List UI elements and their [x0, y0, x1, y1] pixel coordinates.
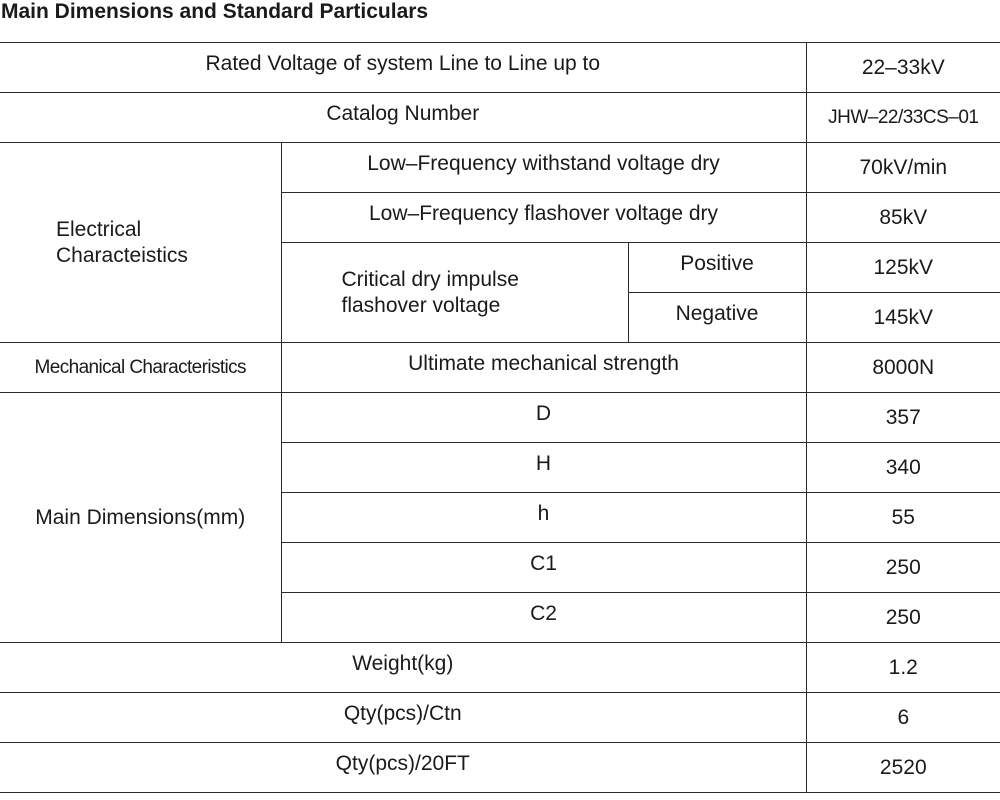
table-row	[0, 693, 1000, 743]
rated-voltage-value: 22–33kV	[806, 43, 1000, 93]
dimension-c2-value: 250	[806, 593, 1000, 643]
impulse-label-line2: flashover voltage	[341, 293, 501, 317]
dimension-h-upper-value: 340	[806, 443, 1000, 493]
dimension-c1-label: C1	[281, 543, 806, 593]
mechanical-strength-value: 8000N	[806, 343, 1000, 393]
weight-value: 1.2	[806, 643, 1000, 693]
rated-voltage-label: Rated Voltage of system Line to Line up to	[0, 43, 806, 93]
main-dimensions-label: Main Dimensions(mm)	[0, 393, 281, 643]
lf-flashover-value: 85kV	[806, 193, 1000, 243]
impulse-negative-value: 145kV	[806, 293, 1000, 343]
dimension-c2-label: C2	[281, 593, 806, 643]
impulse-positive-value: 125kV	[806, 243, 1000, 293]
page-title: Main Dimensions and Standard Particulars	[1, 0, 429, 23]
catalog-number-label: Catalog Number	[0, 93, 806, 143]
electrical-characteristics-label	[0, 143, 281, 343]
table-row	[0, 93, 1000, 143]
impulse-flashover-label	[281, 243, 628, 343]
dimension-d-label: D	[281, 393, 806, 443]
lf-flashover-label: Low–Frequency flashover voltage dry	[281, 193, 806, 243]
impulse-negative-label: Negative	[628, 293, 806, 343]
table-row	[0, 393, 1000, 443]
lf-withstand-label: Low–Frequency withstand voltage dry	[281, 143, 806, 193]
electrical-label-line1: Electrical	[56, 217, 142, 241]
table-row	[0, 743, 1000, 793]
table-row	[0, 143, 1000, 193]
impulse-label-line1: Critical dry impulse	[341, 267, 519, 291]
weight-label: Weight(kg)	[0, 643, 806, 693]
dimension-d-value: 357	[806, 393, 1000, 443]
qty-20ft-label: Qty(pcs)/20FT	[0, 743, 806, 793]
impulse-positive-label: Positive	[628, 243, 806, 293]
qty-20ft-value: 2520	[806, 743, 1000, 793]
table-row	[0, 43, 1000, 93]
dimension-h-upper-label: H	[281, 443, 806, 493]
catalog-number-value: JHW–22/33CS–01	[806, 93, 1000, 143]
lf-withstand-value: 70kV/min	[806, 143, 1000, 193]
dimension-h-lower-label: h	[281, 493, 806, 543]
dimension-c1-value: 250	[806, 543, 1000, 593]
electrical-label-line2: Characteistics	[56, 243, 188, 267]
specifications-table	[0, 42, 1000, 793]
dimension-h-lower-value: 55	[806, 493, 1000, 543]
table-row	[0, 643, 1000, 693]
qty-ctn-value: 6	[806, 693, 1000, 743]
mechanical-characteristics-label: Mechanical Characteristics	[0, 343, 281, 393]
qty-ctn-label: Qty(pcs)/Ctn	[0, 693, 806, 743]
table-row	[0, 343, 1000, 393]
mechanical-strength-label: Ultimate mechanical strength	[281, 343, 806, 393]
